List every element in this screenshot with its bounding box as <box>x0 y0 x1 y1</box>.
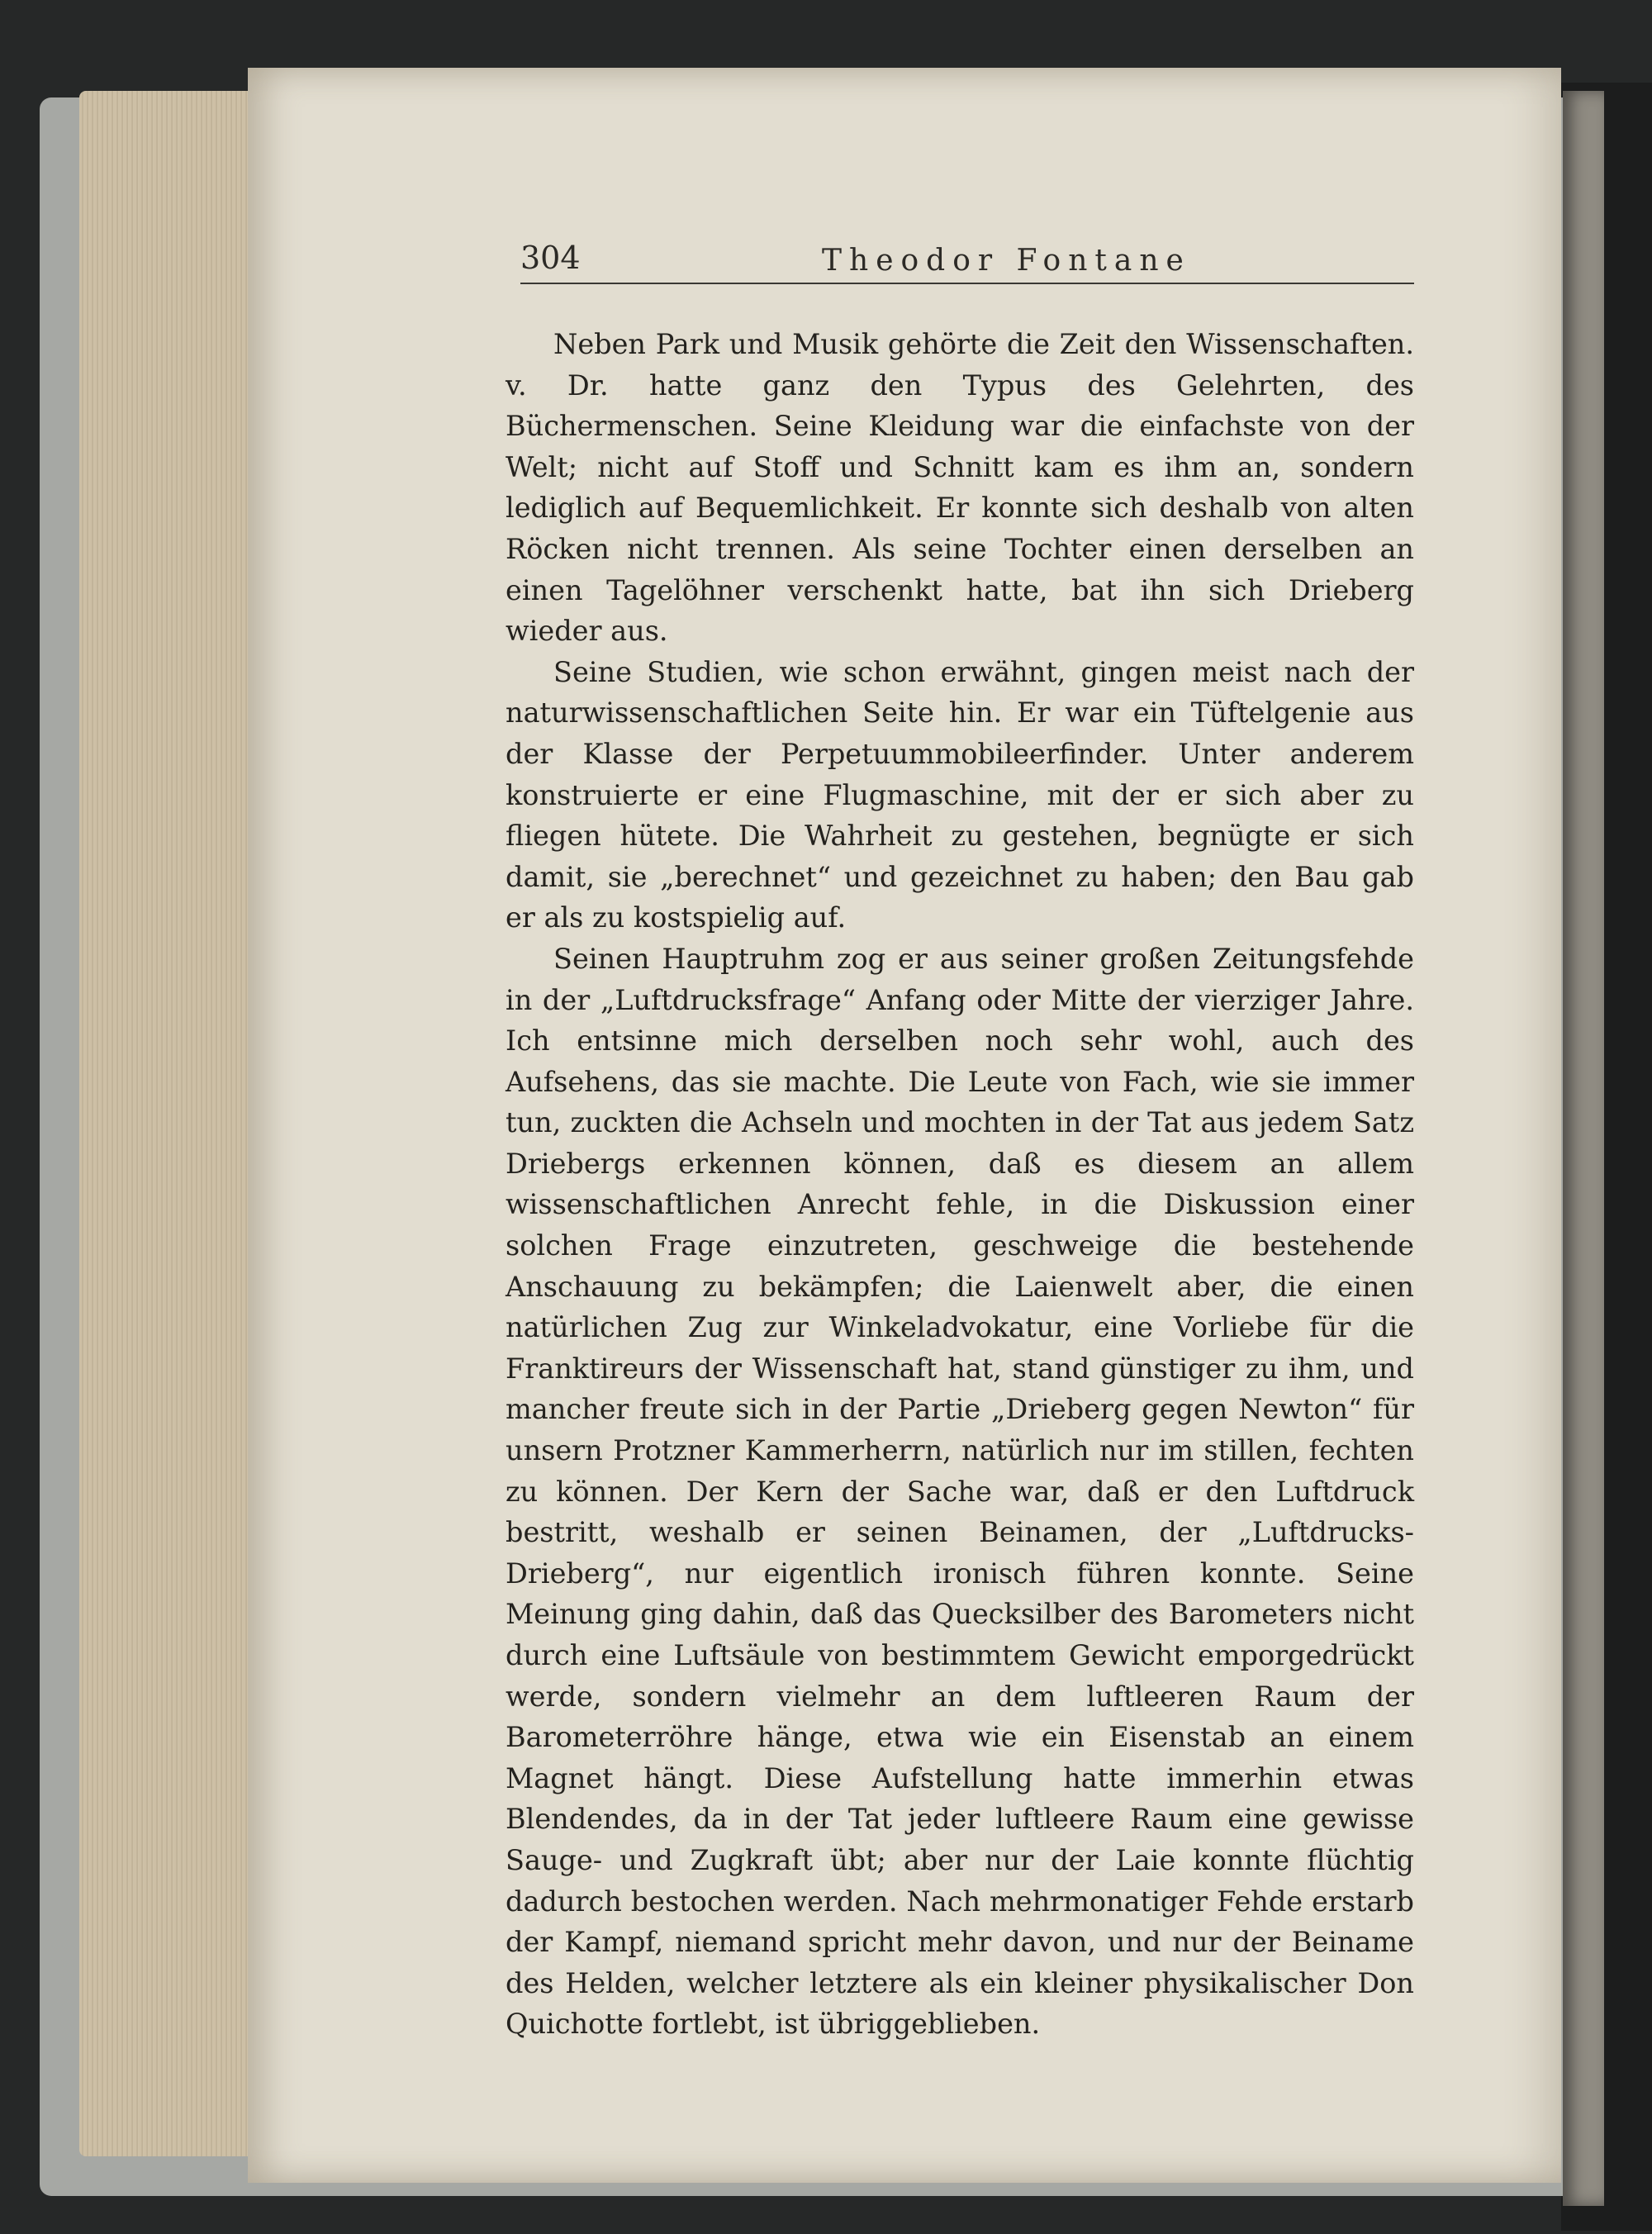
facing-page-edge <box>1563 91 1604 2206</box>
body-text <box>506 324 1414 2045</box>
running-head: Theodor Fontane <box>822 244 1191 278</box>
paragraph: Neben Park und Musik gehörte die Zeit den Wissenschaften. v. Dr. hatte ganz den Typus des Gelehrten, des Büchermenschen. Seine Kleidung war die einfachste von der Welt; nicht auf Stoff und Schnitt kam es ihm an, sondern lediglich auf Bequemlichkeit. Er konnte sich deshalb von alten Röcken nicht trennen. Als seine Tochter einen derselben an einen Tagelöhner verschenkt hatte, bat ihn sich Drieberg wieder aus. <box>506 328 1414 648</box>
page-header <box>520 233 1414 284</box>
paragraph: Seinen Hauptruhm zog er aus seiner großen Zeitungsfehde in der „Luftdrucksfrage“ Anfang oder Mitte der vierziger Jahre. Ich entsinne mich derselben noch sehr wohl, auch des Aufsehens, das sie machte. Die Leute von Fach, wie sie immer tun, zuckten die Achseln und mochten in der Tat aus jedem Satz Driebergs erkennen können, daß es diesem an allem wissenschaftlichen Anrecht fehle, in die Diskussion einer solchen Frage einzutreten, geschweige die bestehende Anschauung zu bekämpfen; die Laienwelt aber, die einen natürlichen Zug zur Winkeladvokatur, eine Vorliebe für die Franktireurs der Wissenschaft hat, stand günstiger zu ihm, und mancher freute sich in der Partie „Drieberg gegen Newton“ für unsern Protzner Kammerherrn, natürlich nur im stillen, fechten zu können. Der Kern der Sache war, daß er den Luftdruck bestritt, weshalb er seinen Beinamen, der „Luftdrucks-Drieberg“, nur eigentlich ironisch führen konnte. Seine Meinung ging dahin, daß das Quecksilber des Barometers nicht durch eine Luftsäule von bestimmtem Gewicht emporgedrückt werde, sondern vielmehr an dem luftleeren Raum der Barometerröhre hänge, etwa wie ein Eisenstab an einem Magnet hängt. Diese Aufstellung hatte immerhin etwas Blendendes, da in der Tat jeder luftleere Raum eine gewisse Sauge- und Zugkraft übt; aber nur der Laie konnte flüchtig dadurch bestochen werden. Nach mehrmonatiger Fehde erstarb der Kampf, niemand spricht mehr davon, und nur der Beiname des Helden, welcher letztere als ein kleiner physikalischer Don Quichotte fortlebt, ist übriggeblieben. <box>506 942 1414 2041</box>
paragraph: Seine Studien, wie schon erwähnt, gingen meist nach der naturwissenschaftlichen Seite hin. Er war ein Tüftelgenie aus der Klasse der Perpetuummobileerfinder. Unter anderem konstruierte er eine Flugmaschine, mit der er sich aber zu fliegen hütete. Die Wahrheit zu gestehen, begnügte er sich damit, sie „berechnet“ und gezeichnet zu haben; den Bau gab er als zu kostspielig auf. <box>506 655 1414 934</box>
page-number: 304 <box>520 240 581 276</box>
page-edges <box>79 91 269 2156</box>
